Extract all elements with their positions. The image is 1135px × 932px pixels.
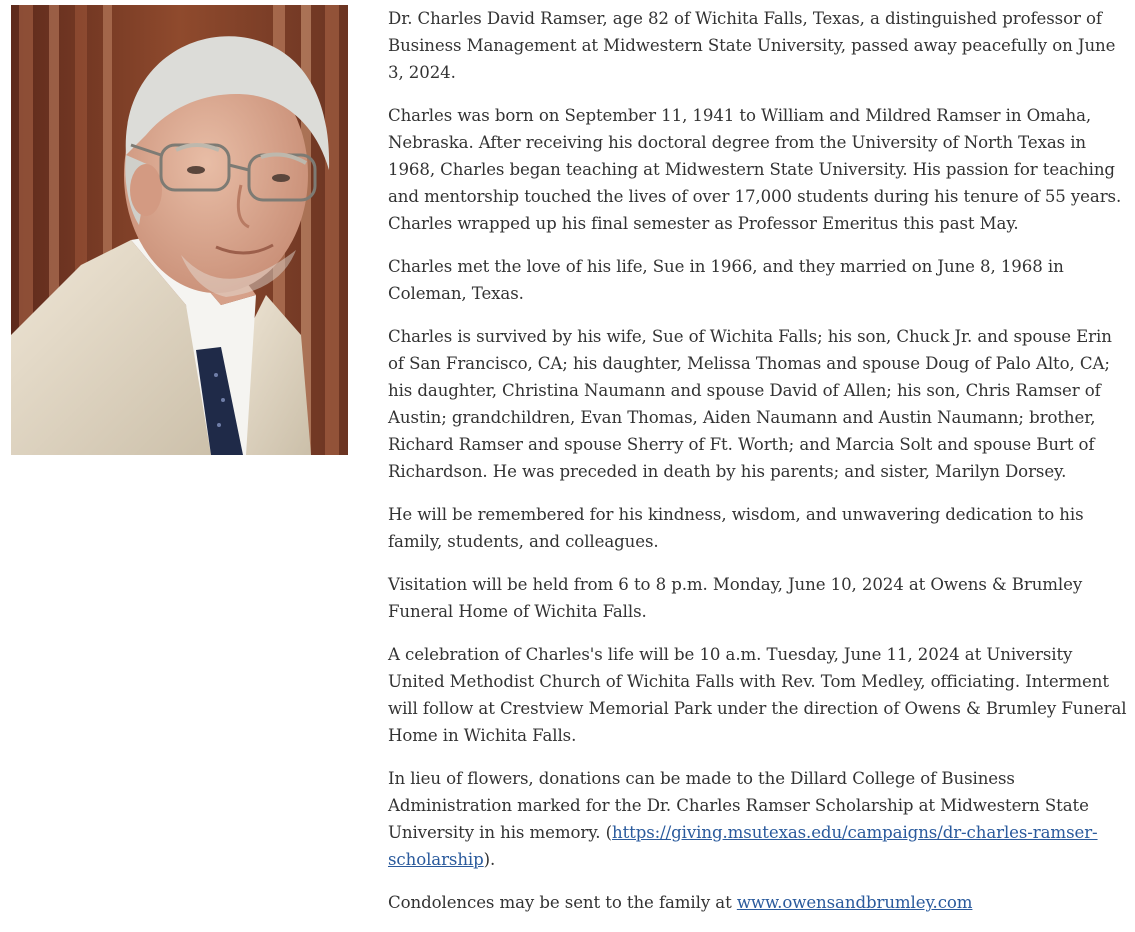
portrait-illustration	[11, 5, 348, 455]
obituary-survivors-paragraph: Charles is survived by his wife, Sue of Wichita Falls; his son, Chuck Jr. and spouse Erin of San Francisco, CA; his daughter, Melissa Thomas and spouse Doug of Palo Alto, CA; his daughter, Christina Naumann and spouse David of Allen; his son, Chris Ramser of Austin; grandchildren, Evan Thomas, Aiden Naumann and Austin Naumann; brother, Richard Ramser and spouse Sherry of Ft. Worth; and Marcia Solt and spouse Burt of Richardson. He was preceded in death by his parents; and sister, Marilyn Dorsey.	[388, 327, 1112, 481]
obituary-remembrance-paragraph: He will be remembered for his kindness, wisdom, and unwavering dedication to his family, students, and colleagues.	[388, 505, 1084, 551]
obituary-intro-paragraph: Dr. Charles David Ramser, age 82 of Wichita Falls, Texas, a distinguished professor of Business Management at Midwestern State University, passed away peacefully on June 3, 2024.	[388, 9, 1116, 82]
condolences-text: Condolences may be sent to the family at	[388, 893, 737, 912]
obituary-article	[388, 5, 1130, 932]
obituary-biography-paragraph: Charles was born on September 11, 1941 to William and Mildred Ramser in Omaha, Nebraska. After receiving his doctoral degree from the University of North Texas in 1968, Charles began teaching at Midwestern State University. His passion for teaching and mentorship touched the lives of over 17,000 students during his tenure of 55 years. Charles wrapped up his final semester as Professor Emeritus this past May.	[388, 106, 1122, 233]
obituary-donations-paragraph	[388, 765, 1130, 873]
scholarship-link[interactable]: https://giving.msutexas.edu/campaigns/dr-charles-ramser-scholarship	[388, 823, 1098, 869]
obituary-condolences-paragraph	[388, 889, 1130, 916]
obituary-service-paragraph: A celebration of Charles's life will be 10 a.m. Tuesday, June 11, 2024 at University United Methodist Church of Wichita Falls with Rev. Tom Medley, officiating. Interment will follow at Crestview Memorial Park under the direction of Owens & Brumley Funeral Home in Wichita Falls.	[388, 645, 1127, 745]
obituary-visitation-paragraph: Visitation will be held from 6 to 8 p.m. Monday, June 10, 2024 at Owens & Brumley Funeral Home of Wichita Falls.	[388, 575, 1083, 621]
portrait-photo	[11, 5, 348, 455]
funeral-home-link[interactable]: www.owensandbrumley.com	[736, 893, 973, 912]
obituary-marriage-paragraph: Charles met the love of his life, Sue in 1966, and they married on June 8, 1968 in Coleman, Texas.	[388, 257, 1064, 303]
donations-text-end: ).	[483, 850, 496, 869]
donations-text: In lieu of flowers, donations can be made to the Dillard College of Business Administration marked for the Dr. Charles Ramser Scholarship at Midwestern State University in his memory. (	[388, 769, 1089, 842]
